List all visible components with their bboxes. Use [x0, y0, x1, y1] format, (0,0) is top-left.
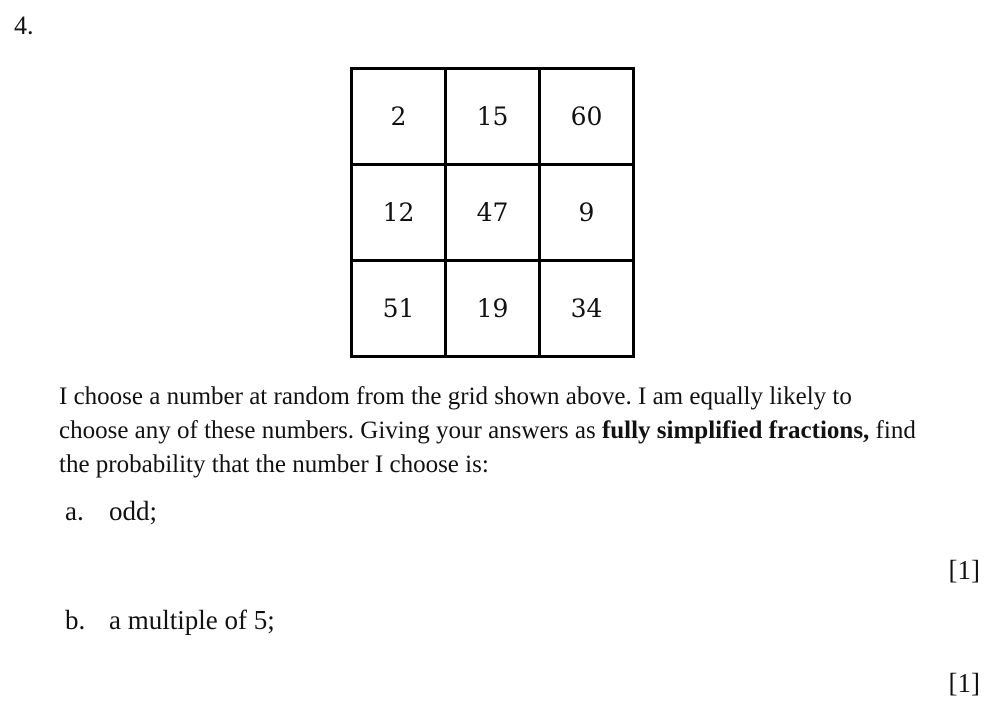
intro-line-2-end: find	[869, 417, 916, 444]
grid-cell: 60	[540, 69, 634, 165]
number-grid	[350, 67, 635, 358]
intro-emphasis: fully simplified fractions,	[601, 417, 870, 444]
intro-line-3: the probability that the number I choose is:	[59, 451, 489, 478]
intro-line-2	[59, 414, 989, 448]
grid-cell: 12	[352, 165, 446, 261]
grid-cell: 51	[352, 261, 446, 357]
part-a-marks: [1]	[948, 555, 980, 585]
grid-cell: 19	[446, 261, 540, 357]
intro-line-1: I choose a number at random from the grid shown above. I am equally likely to	[59, 383, 852, 410]
question-number: 4.	[14, 11, 34, 40]
grid-row	[352, 261, 634, 357]
part-a	[65, 494, 157, 528]
grid-row	[352, 69, 634, 165]
grid-cell: 9	[540, 165, 634, 261]
part-a-text: odd;	[109, 496, 158, 526]
intro-line-2-start: choose any of these numbers. Giving your answers as	[59, 417, 602, 444]
part-b	[65, 603, 275, 637]
question-intro	[59, 380, 989, 482]
part-a-label: a.	[65, 496, 84, 526]
part-b-text: a multiple of 5;	[109, 605, 275, 635]
grid-cell: 15	[446, 69, 540, 165]
part-b-label: b.	[65, 605, 86, 635]
grid-cell: 47	[446, 165, 540, 261]
grid-cell: 34	[540, 261, 634, 357]
part-b-marks: [1]	[948, 668, 980, 698]
grid-cell: 2	[352, 69, 446, 165]
grid-row	[352, 165, 634, 261]
